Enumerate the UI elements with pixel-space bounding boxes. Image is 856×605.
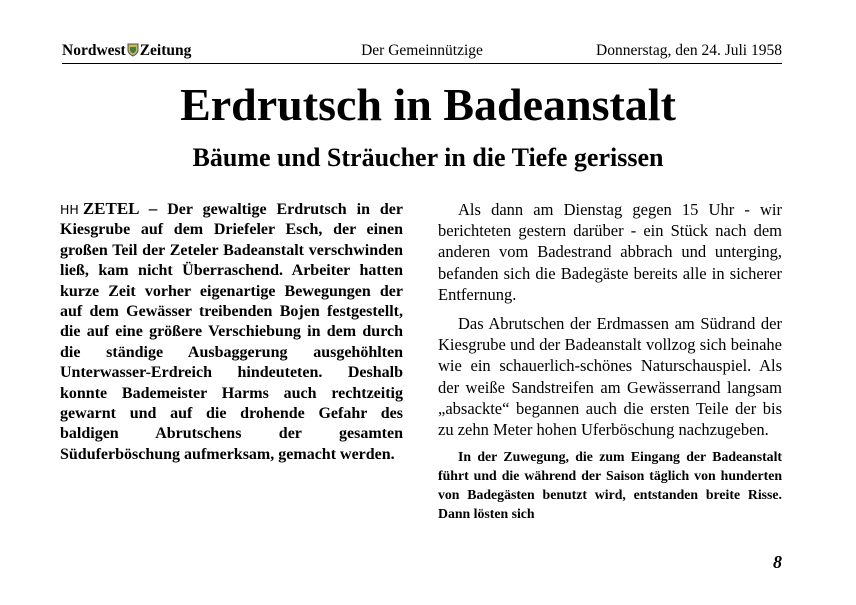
supplement-title: Der Gemeinnützige	[361, 42, 483, 59]
page-number: 8	[773, 552, 782, 572]
body-paragraph-2: Das Abrutschen der Erdmassen am Südrand der Kiesgrube und der Badeanstalt vollzog sich beinahe wie ein schauerlich-schönes Naturschauspiel. Als der weiße Sandstreifen am Gewässerrand langsam „absackte“ begannen auch die ersten Teile der bis zu zehn Meter hohen Uferböschung nachzugeben.	[438, 314, 782, 440]
newspaper-name-left: Nordwest	[62, 42, 126, 59]
lead-column	[60, 199, 403, 465]
dateline: ZETEL –	[82, 199, 158, 218]
headline: Erdrutsch in Badeanstalt	[180, 79, 676, 130]
lead-paragraph: Der gewaltige Erdrutsch in der Kiesgrube auf dem Driefeler Esch, der einen großen Teil der Zeteler Badeanstalt verschwinden ließ, kam nicht Überraschend. Arbeiter hatten kurze Zeit vorher eigenartige Bewegungen der auf dem Gewässer treibenden Bojen festgestellt, die auf eine größere Verschiebung in dem durch die ständige Ausbaggerung ausgehöhlten Unterwasser-Erdreich hindeuteten. Deshalb konnte Bademeister Harms auch rechtzeitig gewarnt und auf die drohende Gefahr des baldigen Abrutschens der gesamten Süduferböschung aufmerksam, gemacht werden.	[60, 201, 404, 463]
author-initials: HH	[60, 202, 79, 217]
issue-date: Donnerstag, den 24. Juli 1958	[596, 42, 782, 59]
body-column	[438, 199, 782, 531]
body-paragraph-3: In der Zuwegung, die zum Eingang der Badeanstalt führt und die während der Saison täglich von hunderten von Badegästen benutzt wird, entstanden breite Risse. Dann lösten sich	[438, 449, 782, 521]
masthead	[62, 42, 782, 64]
subheadline: Bäume und Sträucher in die Tiefe gerissen	[192, 143, 664, 172]
newspaper-name-right: Zeitung	[139, 42, 192, 59]
masthead-rule	[62, 63, 782, 64]
body-paragraph-1: Als dann am Dienstag gegen 15 Uhr - wir berichteten gestern darüber - ein Stück nach dem anderen vom Badestrand abbrach und unterging, befanden sich die Badegäste bereits alle in sicherer Entfernung.	[438, 200, 782, 304]
